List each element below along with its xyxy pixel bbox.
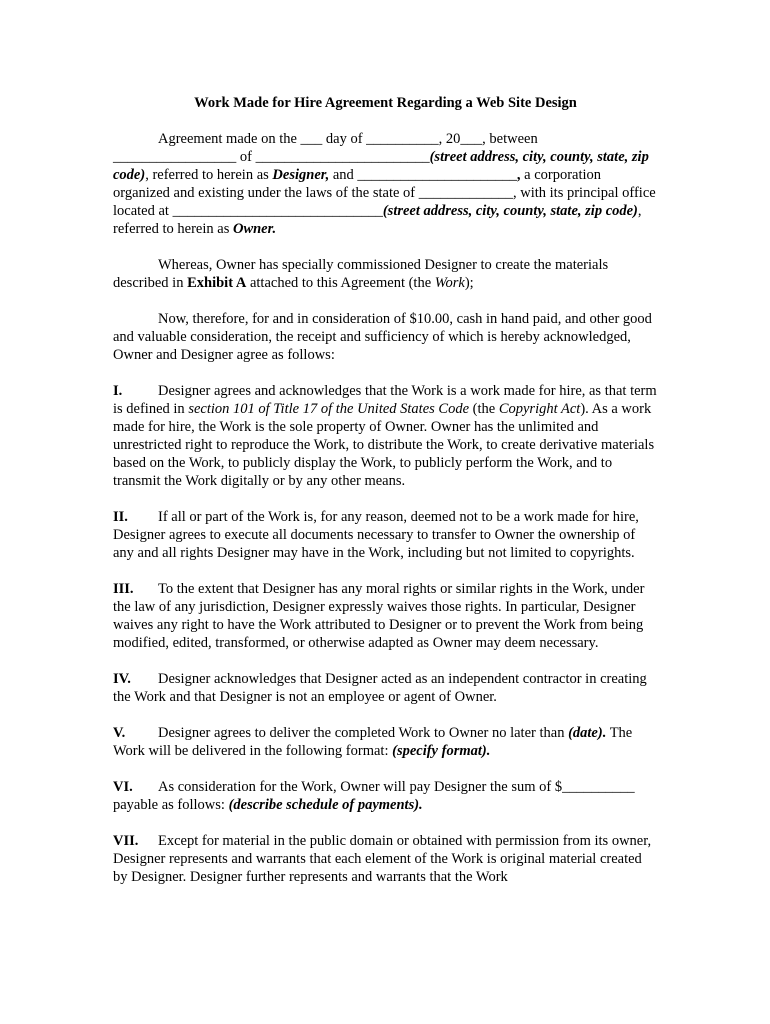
section-number: VII. (113, 833, 139, 849)
copyright-act-term: Copyright Act (498, 401, 581, 417)
date-placeholder: (date). (568, 725, 607, 741)
designer-term: Designer, (272, 167, 330, 183)
format-placeholder: (specify format). (392, 743, 491, 759)
payment-schedule-placeholder: (describe schedule of payments). (228, 797, 423, 813)
intro-text-1: Agreement made on the ___ day of __________, 20___, between _________________ of ________________________ (113, 131, 538, 165)
whereas-paragraph (113, 256, 658, 292)
designer-address-placeholder: (street address, city, county, state, zip code) (113, 149, 649, 183)
section-1-text-3: ). As a work made for hire, the Work is the sole property of Owner. Owner has the unlimited and unrestricted right to reproduce the Work, to distribute the Work, to create derivative materials based on the Work, to publicly display the Work, to publicly perform the Work, and to transmit the Work digitally or by any other means. (113, 401, 655, 489)
document-page (113, 94, 658, 904)
section-6-text-1: As consideration for the Work, Owner will pay Designer the sum of $__________ payable as follows: (113, 779, 635, 813)
section-1 (113, 382, 658, 490)
exhibit-reference: Exhibit A (187, 275, 247, 291)
whereas-text-2: attached to this Agreement (the (246, 275, 435, 291)
owner-address-placeholder: (street address, city, county, state, zip code) (382, 203, 638, 219)
section-4-text: Designer acknowledges that Designer acted as an independent contractor in creating the Work and that Designer is not an employee or agent of Owner. (113, 671, 647, 705)
section-number: V. (113, 725, 126, 741)
work-term: Work (434, 275, 465, 291)
section-5-text-2: The Work will be delivered in the following format: (113, 725, 633, 759)
section-4 (113, 670, 658, 706)
section-6 (113, 778, 658, 814)
intro-text-3: and ______________________ (329, 167, 517, 183)
intro-paragraph (113, 130, 658, 238)
whereas-text-3: ); (464, 275, 474, 291)
section-1-text-1: Designer agrees and acknowledges that the Work is a work made for hire, as that term is defined in (113, 383, 657, 417)
section-7-text: Except for material in the public domain or obtained with permission from its owner, Designer represents and warrants that each element of the Work is original material created by Designer. Designer further represents and warrants that the Work (113, 833, 652, 885)
section-2 (113, 508, 658, 562)
intro-text-4: a corporation organized and existing under the laws of the state of _____________, with its principal office located at _____________________________ (113, 167, 656, 219)
intro-bold-comma: , (516, 167, 521, 183)
document-title: Work Made for Hire Agreement Regarding a Web Site Design (194, 95, 577, 111)
section-number: III. (113, 581, 134, 597)
section-1-text-2: (the (469, 401, 499, 417)
code-reference: section 101 of Title 17 of the United States Code (188, 401, 470, 417)
now-therefore-paragraph: Now, therefore, for and in consideration of $10.00, cash in hand paid, and other good and valuable consideration, the receipt and sufficiency of which is hereby acknowledged, Owner and Designer agree as follows: (113, 311, 652, 363)
section-5-text-1: Designer agrees to deliver the completed Work to Owner no later than (158, 725, 569, 741)
section-7 (113, 832, 658, 886)
section-3-text: To the extent that Designer has any moral rights or similar rights in the Work, under the law of any jurisdiction, Designer expressly waives those rights. In particular, Designer waives any right to have the Work attributed to Designer or to prevent the Work from being modified, edited, transformed, or otherwise adapted as Owner may deem necessary. (113, 581, 645, 651)
section-number: I. (113, 383, 123, 399)
intro-text-5: , referred to herein as (113, 203, 642, 237)
section-number: VI. (113, 779, 133, 795)
section-3 (113, 580, 658, 652)
section-number: II. (113, 509, 128, 525)
intro-text-2: , referred to herein as (145, 167, 273, 183)
whereas-text-1: Whereas, Owner has specially commissioned Designer to create the materials described in (113, 257, 609, 291)
section-2-text: If all or part of the Work is, for any reason, deemed not to be a work made for hire, Designer agrees to execute all documents necessary to transfer to Owner the ownership of any and all rights Designer may have in the Work, including but not limited to copyrights. (113, 509, 639, 561)
section-5 (113, 724, 658, 760)
section-number: IV. (113, 671, 131, 687)
owner-term: Owner. (232, 221, 277, 237)
